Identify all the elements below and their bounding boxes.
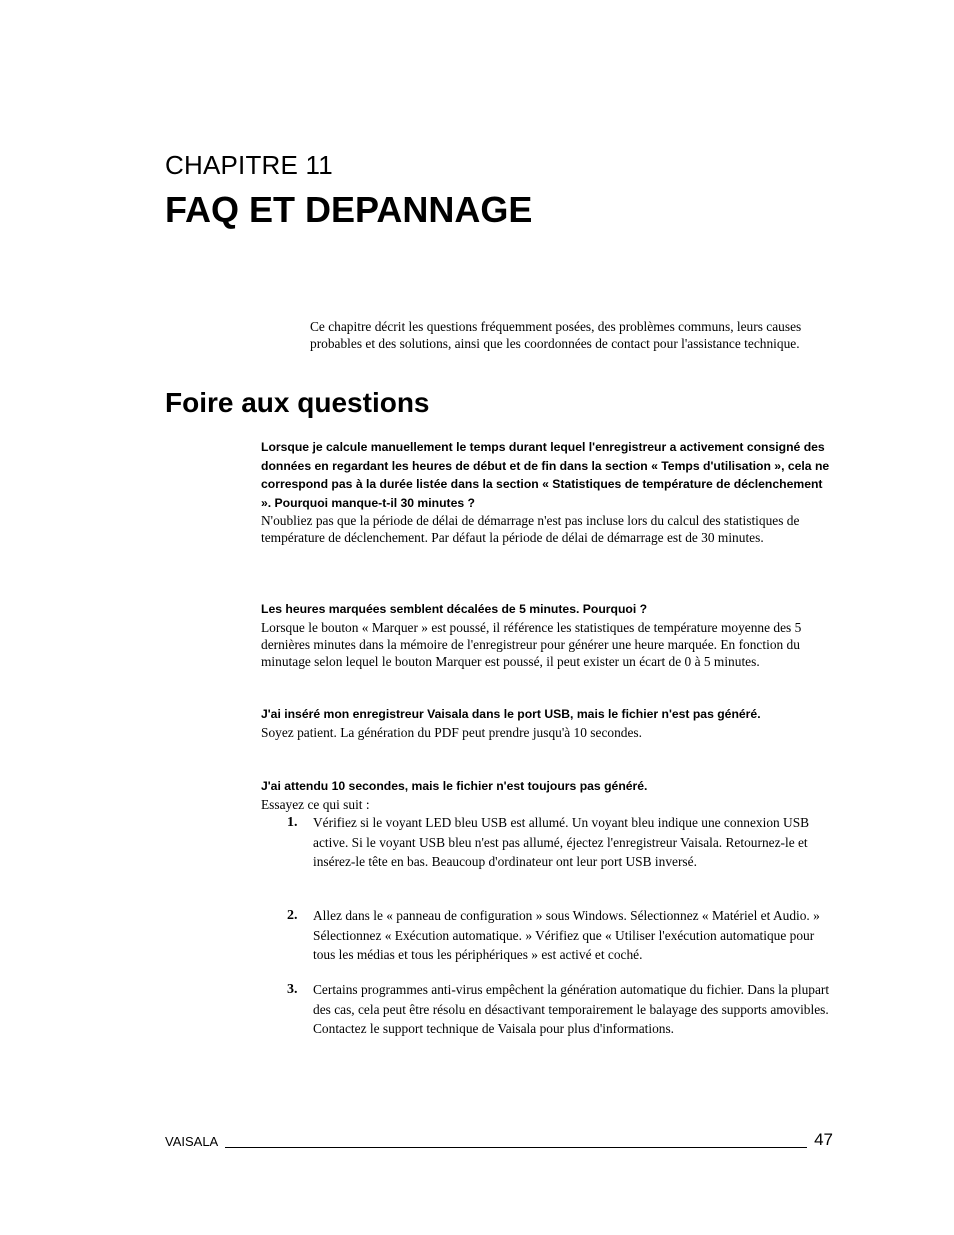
chapter-label: CHAPITRE 11	[165, 150, 333, 180]
section-heading: Foire aux questions	[165, 387, 430, 418]
faq-answer: Lorsque le bouton « Marquer » est poussé, il référence les statistiques de température moyenne des 5 dernières minutes dans la mémoire de l'enregistreur pour générer une heure marquée. En fonction du minutage selon lequel le bouton Marquer est poussé, il peut exister un écart de 0 à 5 minutes.	[261, 619, 802, 670]
page-footer	[165, 1130, 833, 1152]
faq-answer: Essayez ce qui suit :	[261, 796, 370, 812]
chapter-title: FAQ ET DEPANNAGE	[165, 189, 533, 230]
footer-rule	[225, 1147, 807, 1148]
faq-item	[261, 705, 835, 741]
faq-question: J'ai inséré mon enregistreur Vaisala dans le port USB, mais le fichier n'est pas généré.	[261, 707, 761, 721]
step-text: Allez dans le « panneau de configuration » sous Windows. Sélectionnez « Matériel et Audio. » Sélectionnez « Exécution automatique. » Vérifiez que « Utiliser l'exécution automatique pour tous les médias et tous les périphériques » est activé et coché.	[313, 908, 820, 962]
page-number: 47	[814, 1130, 833, 1149]
step-text: Certains programmes anti-virus empêchent la génération automatique du fichier. Dans la plupart des cas, cela peut être résolu en désactivant temporairement le balayage des supports amovibles. Contactez le support technique de Vaisala pour plus d'informations.	[313, 982, 830, 1036]
faq-answer: Soyez patient. La génération du PDF peut prendre jusqu'à 10 secondes.	[261, 724, 642, 740]
step-number: 1.	[287, 815, 298, 830]
faq-question: J'ai attendu 10 secondes, mais le fichier n'est toujours pas généré.	[261, 779, 648, 793]
faq-item	[261, 777, 835, 813]
step-number: 3.	[287, 982, 298, 997]
step-number: 2.	[287, 908, 298, 923]
footer-brand: VAISALA	[165, 1134, 219, 1149]
faq-question: Lorsque je calcule manuellement le temps durant lequel l'enregistreur a activement consigné des données en regardant les heures de début et de fin dans la section « Temps d'utilisation », cela ne correspond pas à la durée listée dans la section « Statistiques de température de déclenchement ». Pourquoi manque-t-il 30 minutes ?	[261, 440, 830, 510]
faq-item	[261, 438, 835, 547]
faq-question: Les heures marquées semblent décalées de 5 minutes. Pourquoi ?	[261, 602, 648, 616]
faq-item	[261, 600, 835, 670]
step-text: Vérifiez si le voyant LED bleu USB est allumé. Un voyant bleu indique une connexion USB active. Si le voyant USB bleu n'est pas allumé, éjectez l'enregistreur Vaisala. Retournez-le et insérez-le tête en bas. Beaucoup d'ordinateur ont leur port USB inversé.	[313, 815, 810, 869]
faq-answer: N'oubliez pas que la période de délai de démarrage n'est pas incluse lors du calcul des statistiques de température de déclenchement. Par défaut la période de délai de démarrage est de 30 minutes.	[261, 513, 800, 546]
intro-paragraph: Ce chapitre décrit les questions fréquemment posées, des problèmes communs, leurs causes probables et des solutions, ainsi que les coordonnées de contact pour l'assistance technique.	[310, 319, 802, 352]
